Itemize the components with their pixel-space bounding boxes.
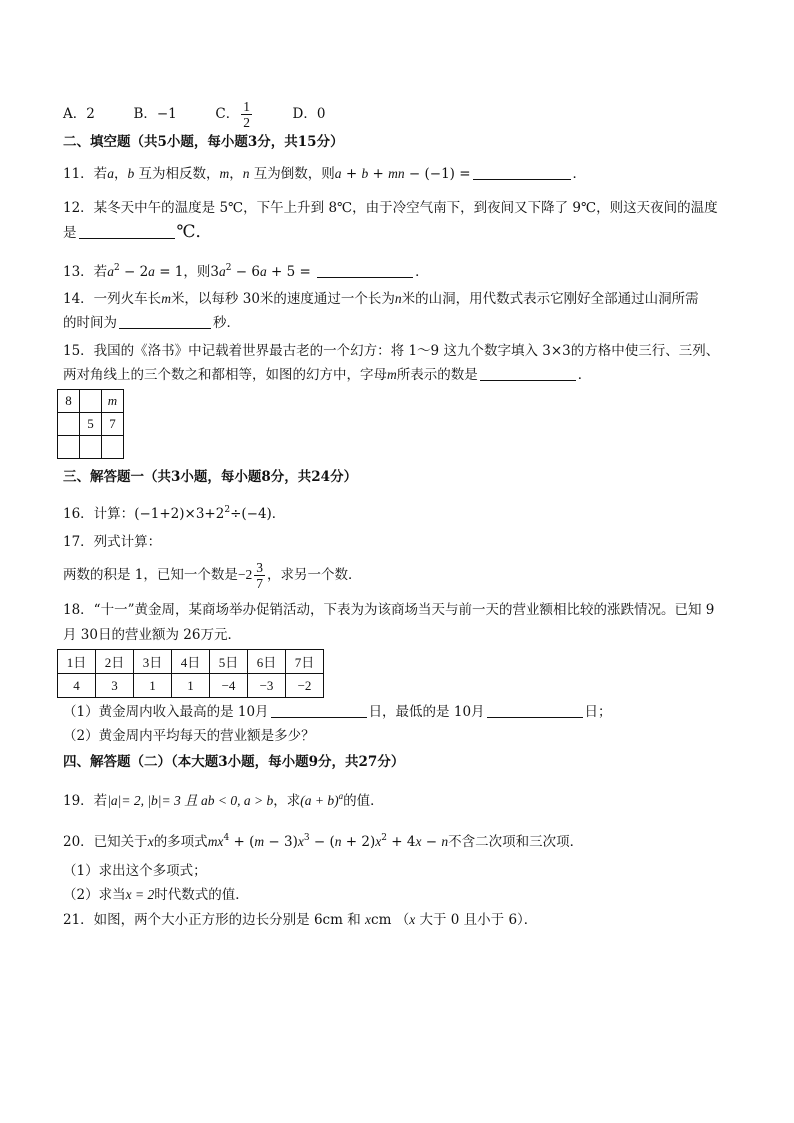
option-c-fraction: $\frac{1}{2}$ (243, 99, 250, 130)
option-c-label: C． (215, 106, 240, 122)
question-18-line1: 18．“十一”黄金周，某商场举办促销活动，下表为为该商场当天与前一天的营业额相比较的涨跌情况。已知 9 (63, 602, 715, 618)
option-a: A．2 (63, 106, 95, 122)
question-12-line1: 12．某冬天中午的温度是 5℃，下午上升到 8℃，由于冷空气南下，到夜间又下降了 9℃，则这天夜间的温度 (63, 200, 718, 216)
question-15-line2: 两对角线上的三个数之和都相等，如图的幻方中，字母m所表示的数是 ． (63, 367, 592, 383)
question-13: 13．若$a^2 - 2a = 1$，则$3a^2 - 6a + 5$ = ． (63, 263, 429, 280)
table-cell-value: 1 (172, 674, 210, 698)
table-header-day: 7日 (286, 650, 324, 674)
question-18-sub2: （2）黄金周内平均每天的营业额是多少？ (63, 728, 315, 744)
magic-square-cell: m (102, 390, 124, 413)
table-header-day: 4日 (172, 650, 210, 674)
question-11: 11．若a，b 互为相反数，m，n 互为倒数，则a + b + mn − (−1) = ． (63, 166, 587, 182)
question-17-line1: 17．列式计算： (63, 534, 162, 550)
question-16: 16．计算：$(-1+2)\times 3+2^2\div(-4)$． (63, 505, 286, 522)
question-18-line2: 月 30日的营业额为 26万元． (63, 627, 241, 643)
table-header-day: 5日 (210, 650, 248, 674)
answer-blank-15[interactable] (480, 366, 576, 381)
question-21: 21．如图，两个大小正方形的边长分别是 6cm 和 xcm （x 大于 0 且小于 6）． (63, 912, 538, 928)
question-20-sub2: （2）求当x = 2时代数式的值． (63, 887, 249, 903)
table-cell-value: 3 (96, 674, 134, 698)
option-b: B．−1 (133, 106, 177, 122)
table-header-day: 1日 (58, 650, 96, 674)
table-cell-value: 4 (58, 674, 96, 698)
section-title-fill-in: 二、填空题（共5小题，每小题3分，共15分） (63, 134, 344, 150)
magic-square-cell: 5 (80, 413, 102, 436)
answer-blank-12[interactable] (79, 224, 175, 239)
question-14-line2: 的时间为 秒． (63, 315, 240, 331)
section-title-solve-1: 三、解答题一（共3小题，每小题8分，共24分） (63, 469, 358, 485)
table-cell-value: −3 (248, 674, 286, 698)
q11-expression: a (334, 166, 342, 181)
option-d: D．0 (292, 106, 326, 122)
question-18-sub1: （1）黄金周内收入最高的是 10月 日，最低的是 10月 日； (63, 704, 612, 720)
answer-blank-11[interactable] (473, 165, 571, 180)
magic-square-cell (80, 436, 102, 459)
question-17-line2: 两数的积是 1，已知一个数是−2 $\frac{3}{7}$ ，求另一个数． (63, 560, 362, 591)
magic-square (57, 389, 124, 459)
magic-square-cell (102, 436, 124, 459)
section-title-solve-2: 四、解答题（二）（本大题3小题，每小题9分，共27分） (63, 754, 405, 770)
magic-square-cell (58, 413, 80, 436)
table-header-day: 3日 (134, 650, 172, 674)
table-header-day: 6日 (248, 650, 286, 674)
answer-blank-18-lowest[interactable] (487, 703, 583, 718)
sales-change-table (57, 649, 324, 698)
mixed-fraction: $\frac{3}{7}$ (256, 560, 264, 591)
question-14-line1: 14．一列火车长m米，以每秒 30米的速度通过一个长为n米的山洞，用代数式表示它刚好全部通过山洞所需 (63, 291, 699, 307)
table-cell-value: −4 (210, 674, 248, 698)
magic-square-cell: 8 (58, 390, 80, 413)
answer-blank-14[interactable] (119, 314, 211, 329)
question-20: 20．已知关于x的多项式$mx^4 + (m - 3)x^3 - (n + 2)x^2 + 4x - n$不含二次项和三次项． (63, 833, 584, 850)
magic-square-cell (80, 390, 102, 413)
question-19: 19．若|a|= 2, |b|= 3 且 ab < 0, a > b，求$(a + b)^a$的值． (63, 791, 384, 809)
q10-options (63, 99, 325, 130)
magic-square-cell (58, 436, 80, 459)
table-cell-value: 1 (134, 674, 172, 698)
magic-square-cell: 7 (102, 413, 124, 436)
question-12-line2: 是 ℃． (63, 222, 213, 242)
answer-blank-18-highest[interactable] (271, 703, 367, 718)
table-cell-value: −2 (286, 674, 324, 698)
table-header-day: 2日 (96, 650, 134, 674)
answer-blank-13[interactable] (317, 263, 413, 278)
question-15-line1: 15．我国的《洛书》中记载着世界最古老的一个幻方：将 1～9 这九个数字填入 3×3的方格中使三行、三列、 (63, 343, 720, 359)
question-20-sub1: （1）求出这个多项式； (63, 863, 207, 879)
